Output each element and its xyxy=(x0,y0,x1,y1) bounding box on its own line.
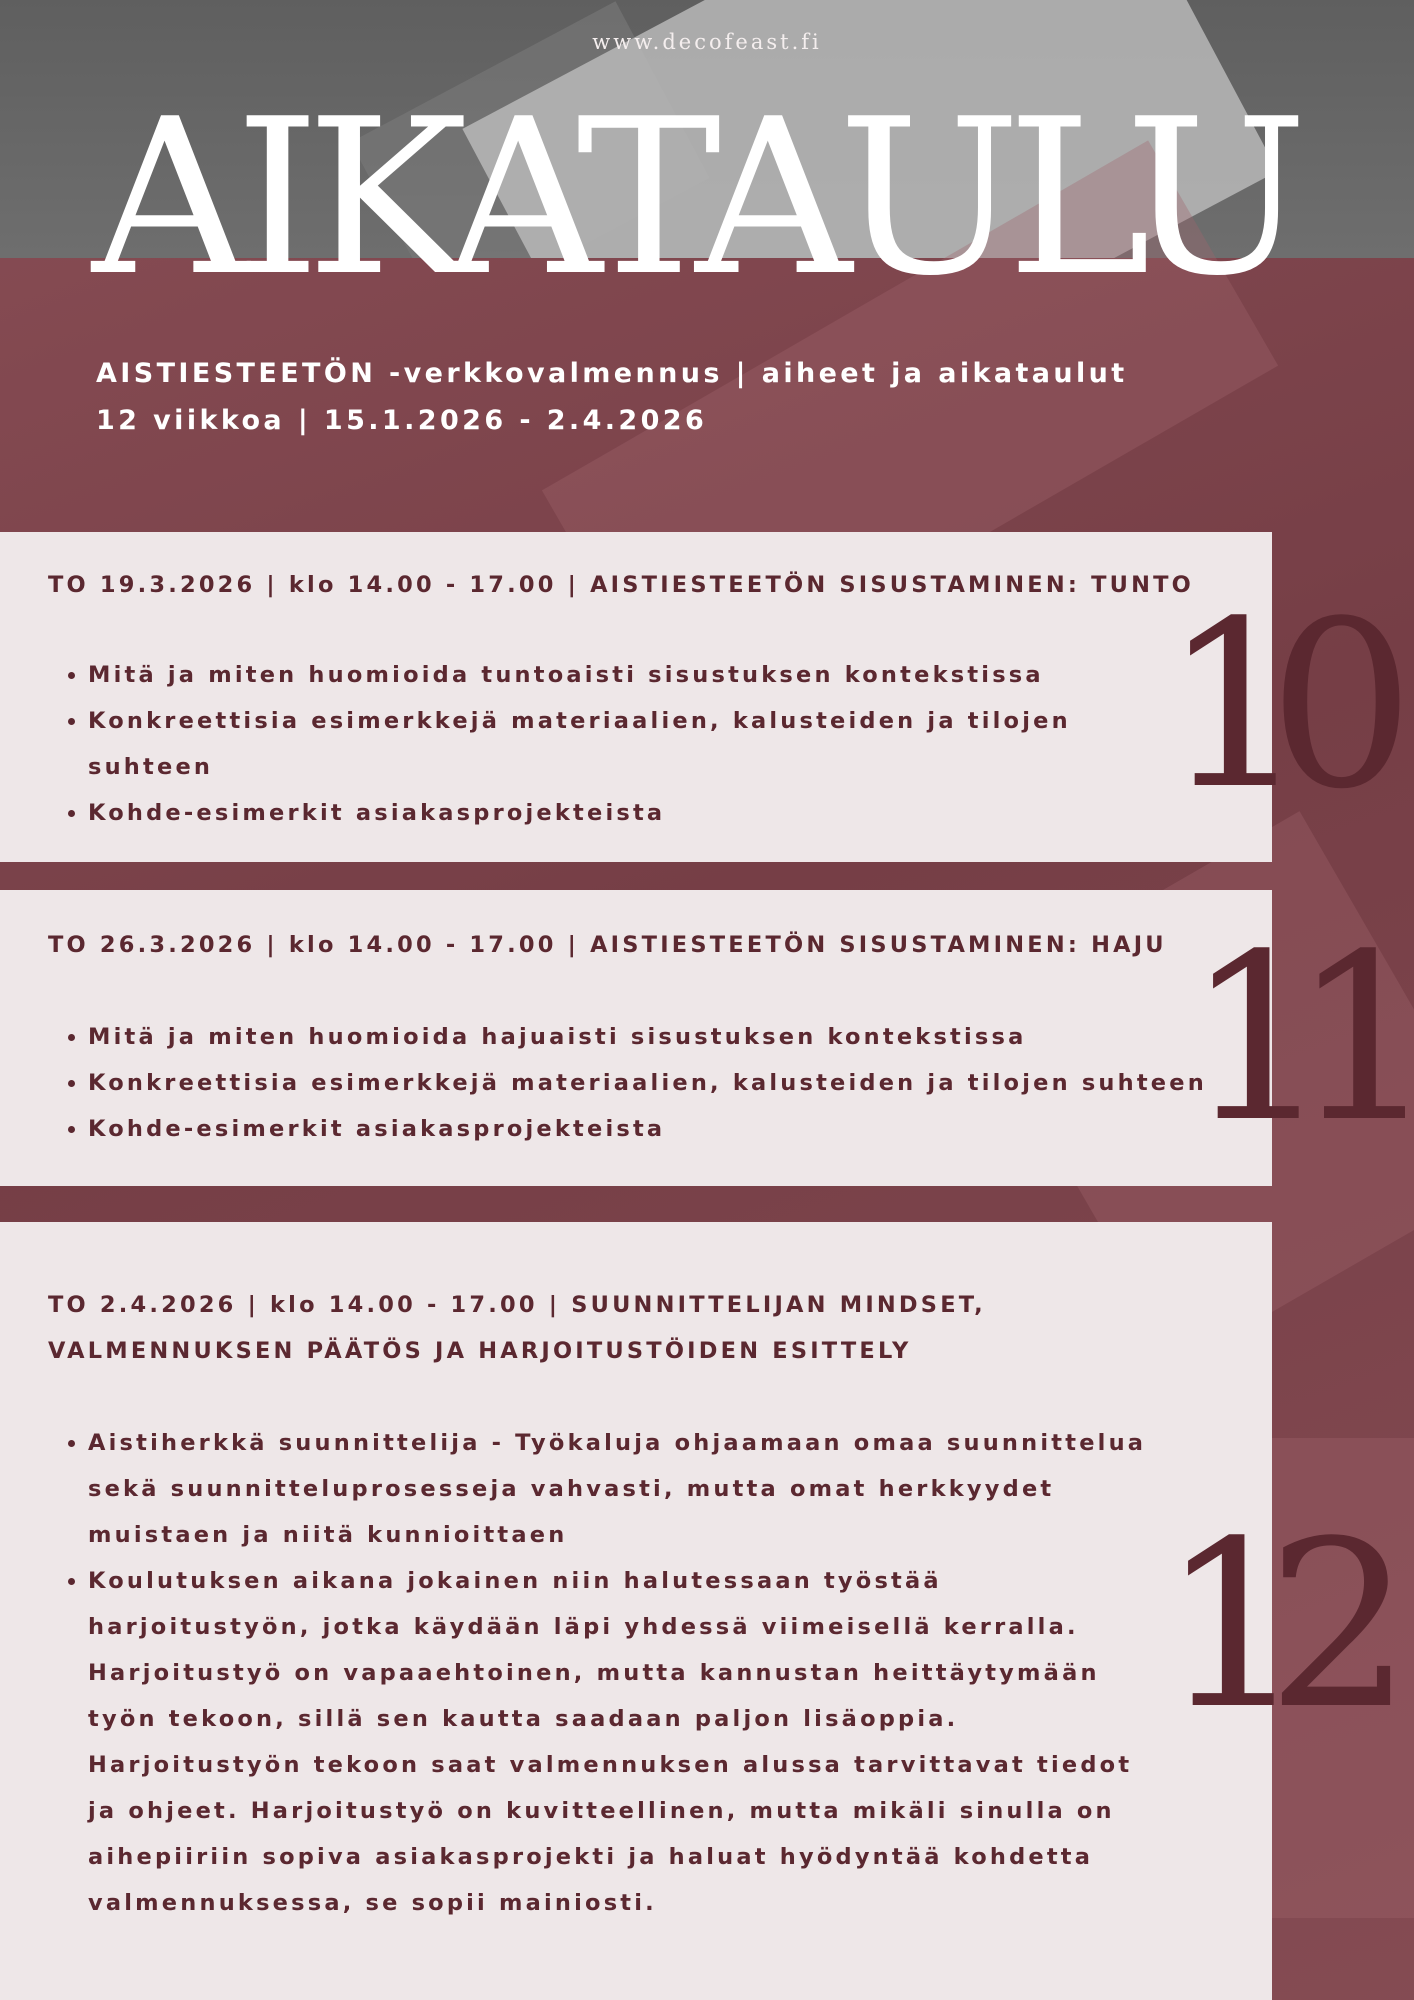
week-number: 11 xyxy=(1185,906,1398,1173)
session-panel-10 xyxy=(0,532,1272,862)
list-item: • Koulutuksen aikana jokainen niin halutessaan työstää harjoitustyön, jotka käydään läpi yhdessä viimeisellä kerralla. Harjoitustyö on vapaaehtoinen, mutta kannustan heittäytymään työn tekoon, sillä sen kautta saadaan paljon lisäoppia. Harjoitustyön tekoon saat valmennuksen alussa tarvittavat tiedot ja ohjeet. Harjoitustyö on kuvitteellinen, mutta mikäli sinulla on aihepiiriin sopiva asiakasprojekti ja haluat hyödyntää kohdetta valmennuksessa, se sopii mainiosti. xyxy=(88,1558,1168,1926)
list-item: • Kohde-esimerkit asiakasprojekteista xyxy=(88,790,1128,836)
session-heading: TO 2.4.2026 | klo 14.00 - 17.00 | SUUNNITTELIJAN MINDSET, VALMENNUKSEN PÄÄTÖS JA HARJOITUSTÖIDEN ESITTELY xyxy=(48,1292,986,1364)
session-bullets xyxy=(48,1420,1168,1926)
week-number: 10 xyxy=(1162,573,1375,840)
list-item: • Konkreettisia esimerkkejä materiaalien, kalusteiden ja tilojen suhteen xyxy=(88,698,1128,790)
session-heading: TO 26.3.2026 | klo 14.00 - 17.00 | AISTIESTEETÖN SISUSTAMINEN: HAJU xyxy=(48,932,1167,958)
subtitle-line-2: 12 viikkoa | 15.1.2026 - 2.4.2026 xyxy=(96,405,708,436)
session-panel-11 xyxy=(0,890,1272,1186)
list-item: • Mitä ja miten huomioida hajuaisti sisustuksen kontekstissa xyxy=(88,1014,1268,1060)
subtitle xyxy=(96,350,1128,444)
list-item: • Mitä ja miten huomioida tuntoaisti sisustuksen kontekstissa xyxy=(88,652,1128,698)
website-url[interactable]: www.decofeast.fi xyxy=(592,30,822,54)
session-bullets xyxy=(48,1014,1268,1152)
list-item: • Kohde-esimerkit asiakasprojekteista xyxy=(88,1106,1268,1152)
list-item: • Aistiherkkä suunnittelija - Työkaluja ohjaamaan omaa suunnittelua sekä suunnitteluprosesseja vahvasti, mutta omat herkkyydet muistaen ja niitä kunnioittaen xyxy=(88,1420,1168,1558)
list-item: • Konkreettisia esimerkkejä materiaalien, kalusteiden ja tilojen suhteen xyxy=(88,1060,1268,1106)
week-number: 12 xyxy=(1160,1493,1373,1760)
session-heading: TO 19.3.2026 | klo 14.00 - 17.00 | AISTIESTEETÖN SISUSTAMINEN: TUNTO xyxy=(48,572,1194,598)
session-bullets xyxy=(48,652,1128,836)
session-panel-12 xyxy=(0,1222,1272,2000)
page-title: AIKATAULU xyxy=(92,72,1294,323)
subtitle-line-1: AISTIESTEETÖN -verkkovalmennus | aiheet ja aikataulut xyxy=(96,358,1128,389)
